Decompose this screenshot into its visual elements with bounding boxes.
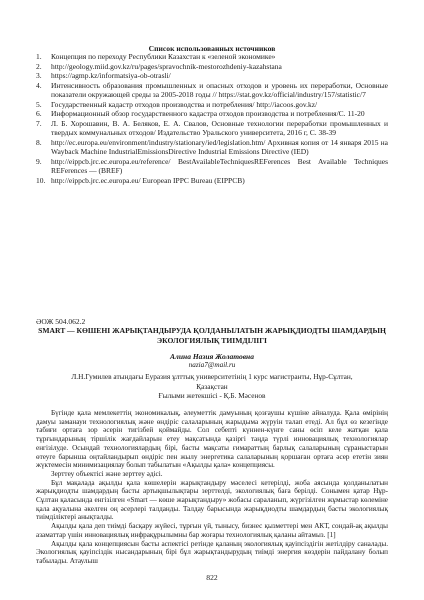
- author-name: Алина Назия Жолатовна: [170, 352, 254, 361]
- supervisor: Ғылыми жетекшісі - Қ.Б. Мәсенов: [158, 391, 266, 400]
- reference-item: 3. https://agmp.kz/informatsiya-ob-otrasli/: [36, 71, 171, 80]
- body-paragraph: Бұл мақалада ақылды қала көшелерін жарықтандыру мәселесі кетерілді, жоба аясында қолданылатын жарықдиодты шамдардың басты артықшылықтары зерттелді, экологиялық баға берілді. Сонымен қатар Нұр-Сұлтан қаласында енгізілген «Smart — көше жарықтандыру» жобасы сараланып, жүргізілген жұмыстар көлеміне қала ақуалына әкелген оң әсерлері талданды. Талдау барысында жарықдиодты шамдардың басты экологиялық тиімділіктері анықталды.: [36, 478, 388, 522]
- body-paragraph: Ақылды қала деп тиімді басқару жүйесі, тұрғын үй, тынысу, бизнес қызметтері мен АКТ, сондай-ақ ақылды азаматтар үшін инновациялық инфрақұрылымны бар жоғары технологиялық қаланы айтамыз. [1]: [36, 522, 388, 539]
- reference-item: 9. http://eippcb.jrc.ec.europa.eu/reference/ BestAvailableTechniquesREFerences Best Available Techniques REFerences — (BREF): [36, 156, 388, 175]
- reference-item: 1. Концепция по переходу Республики Казахстан к «зеленой экономике»: [36, 52, 276, 61]
- references-title: Список использованных источников: [148, 44, 276, 53]
- body-paragraph: Бүгінде қала мемлекеттің экономикалық, әлеуметтік дамуының қозғаушы күшіне айналуда. Қала өмірінің дамуы заманауи технологиялық және өндіріс салаларының жарыдыма жүруін талап етеді. Ал бұл өз кезегінде табиғи ортаға зор әсерін тигізбей қоймайды. Сол себепті күннен-күнге саны өсіп келе жатқан қала тұрғындарының тіршілік жағдайларын етеу мақсатында қазіргі таңда түрлі инновациялық технологиялар енгізілуде. Осындай технологиялардың бірі, басты мақсаты ғимараттың барлық салаларының сұраныстарын өтеуге барынша оңтайландырып өндіріс пен жылу энергетика салаларының қоршаған ортаға әсер ететін зиян жүктемесін минимизациялау болып табылатын «Ақылды қала» концепциясы.: [36, 409, 388, 470]
- page-number: 822: [206, 573, 218, 582]
- references-list: [36, 52, 388, 185]
- body-paragraph: Зерттеу объектісі және зерттеу әдісі.: [51, 469, 163, 478]
- author-affiliation: Л.Н.Гумилев атындағы Еуразия ұлттық университетінің 1 курс магистранты, Нұр-Сұлтан, Қазақстан: [71, 372, 353, 391]
- reference-item: 7. Л. Б. Хорошавин, В. А. Беляков, Е. А. Свалов, Основные технологии переработки промышленных и твердых коммунальных отходов/ Издательство Уральского университета, 2016 г, С. 38-39: [36, 118, 388, 137]
- reference-item: 2. http://geology.miid.gov.kz/ru/pages/spravochnik-mestorozhdeniy-kazahstana: [36, 61, 282, 71]
- udk-code: ӘОЖ 504.062.2: [36, 317, 86, 326]
- reference-item: 4. Интенсивность образования промышленных и опасных отходов и уровень их переработки, Основные показатели окружающей среды за 2005-2018 годы // https://stat.gov.kz/official/industry/157/statistic/7: [36, 80, 388, 99]
- reference-item: 6. Информационный обзор государственного кадастра отходов производства и потребления/С. 11-20: [36, 109, 365, 118]
- author-email: nazia7@mail.ru: [188, 361, 236, 369]
- article-body: [36, 409, 388, 566]
- article-title: SMART — КӨШЕНІ ЖАРЫҚТАНДЫРУДА ҚОЛДАНЫЛАТЫН ЖАРЫҚДИОДТЫ ШАМДАРДЫҢ ЭКОЛОГИЯЛЫҚ ТИІМДІЛІГІ: [38, 326, 386, 345]
- reference-item: 10. http://eippcb.jrc.ec.europa.eu/ European IPPC Bureau (EIPPCB): [36, 175, 245, 185]
- reference-item: 5. Государственный кадастр отходов производства и потребления/ http://iacoos.gov.kz/: [36, 99, 318, 109]
- body-paragraph: Ақылды қала концепциясын басты аспектісі ретінде қаланың экологиялық қауіпсіздігін жетілдіру саналады. Экологиялық қауіпсіздік нысандарының бірі бұл жарықтандырудың тиімді энергия көздерін пайдалану болып табылады. Атаулыш: [36, 539, 388, 565]
- reference-item: 8. http://ec.europa.eu/environment/industry/stationary/ied/legislation.htm/ Архивная копия от 14 января 2015 на Wayback Machine IndustrialEmissionsDirective Industrial Emissions Directive (IED): [36, 137, 388, 156]
